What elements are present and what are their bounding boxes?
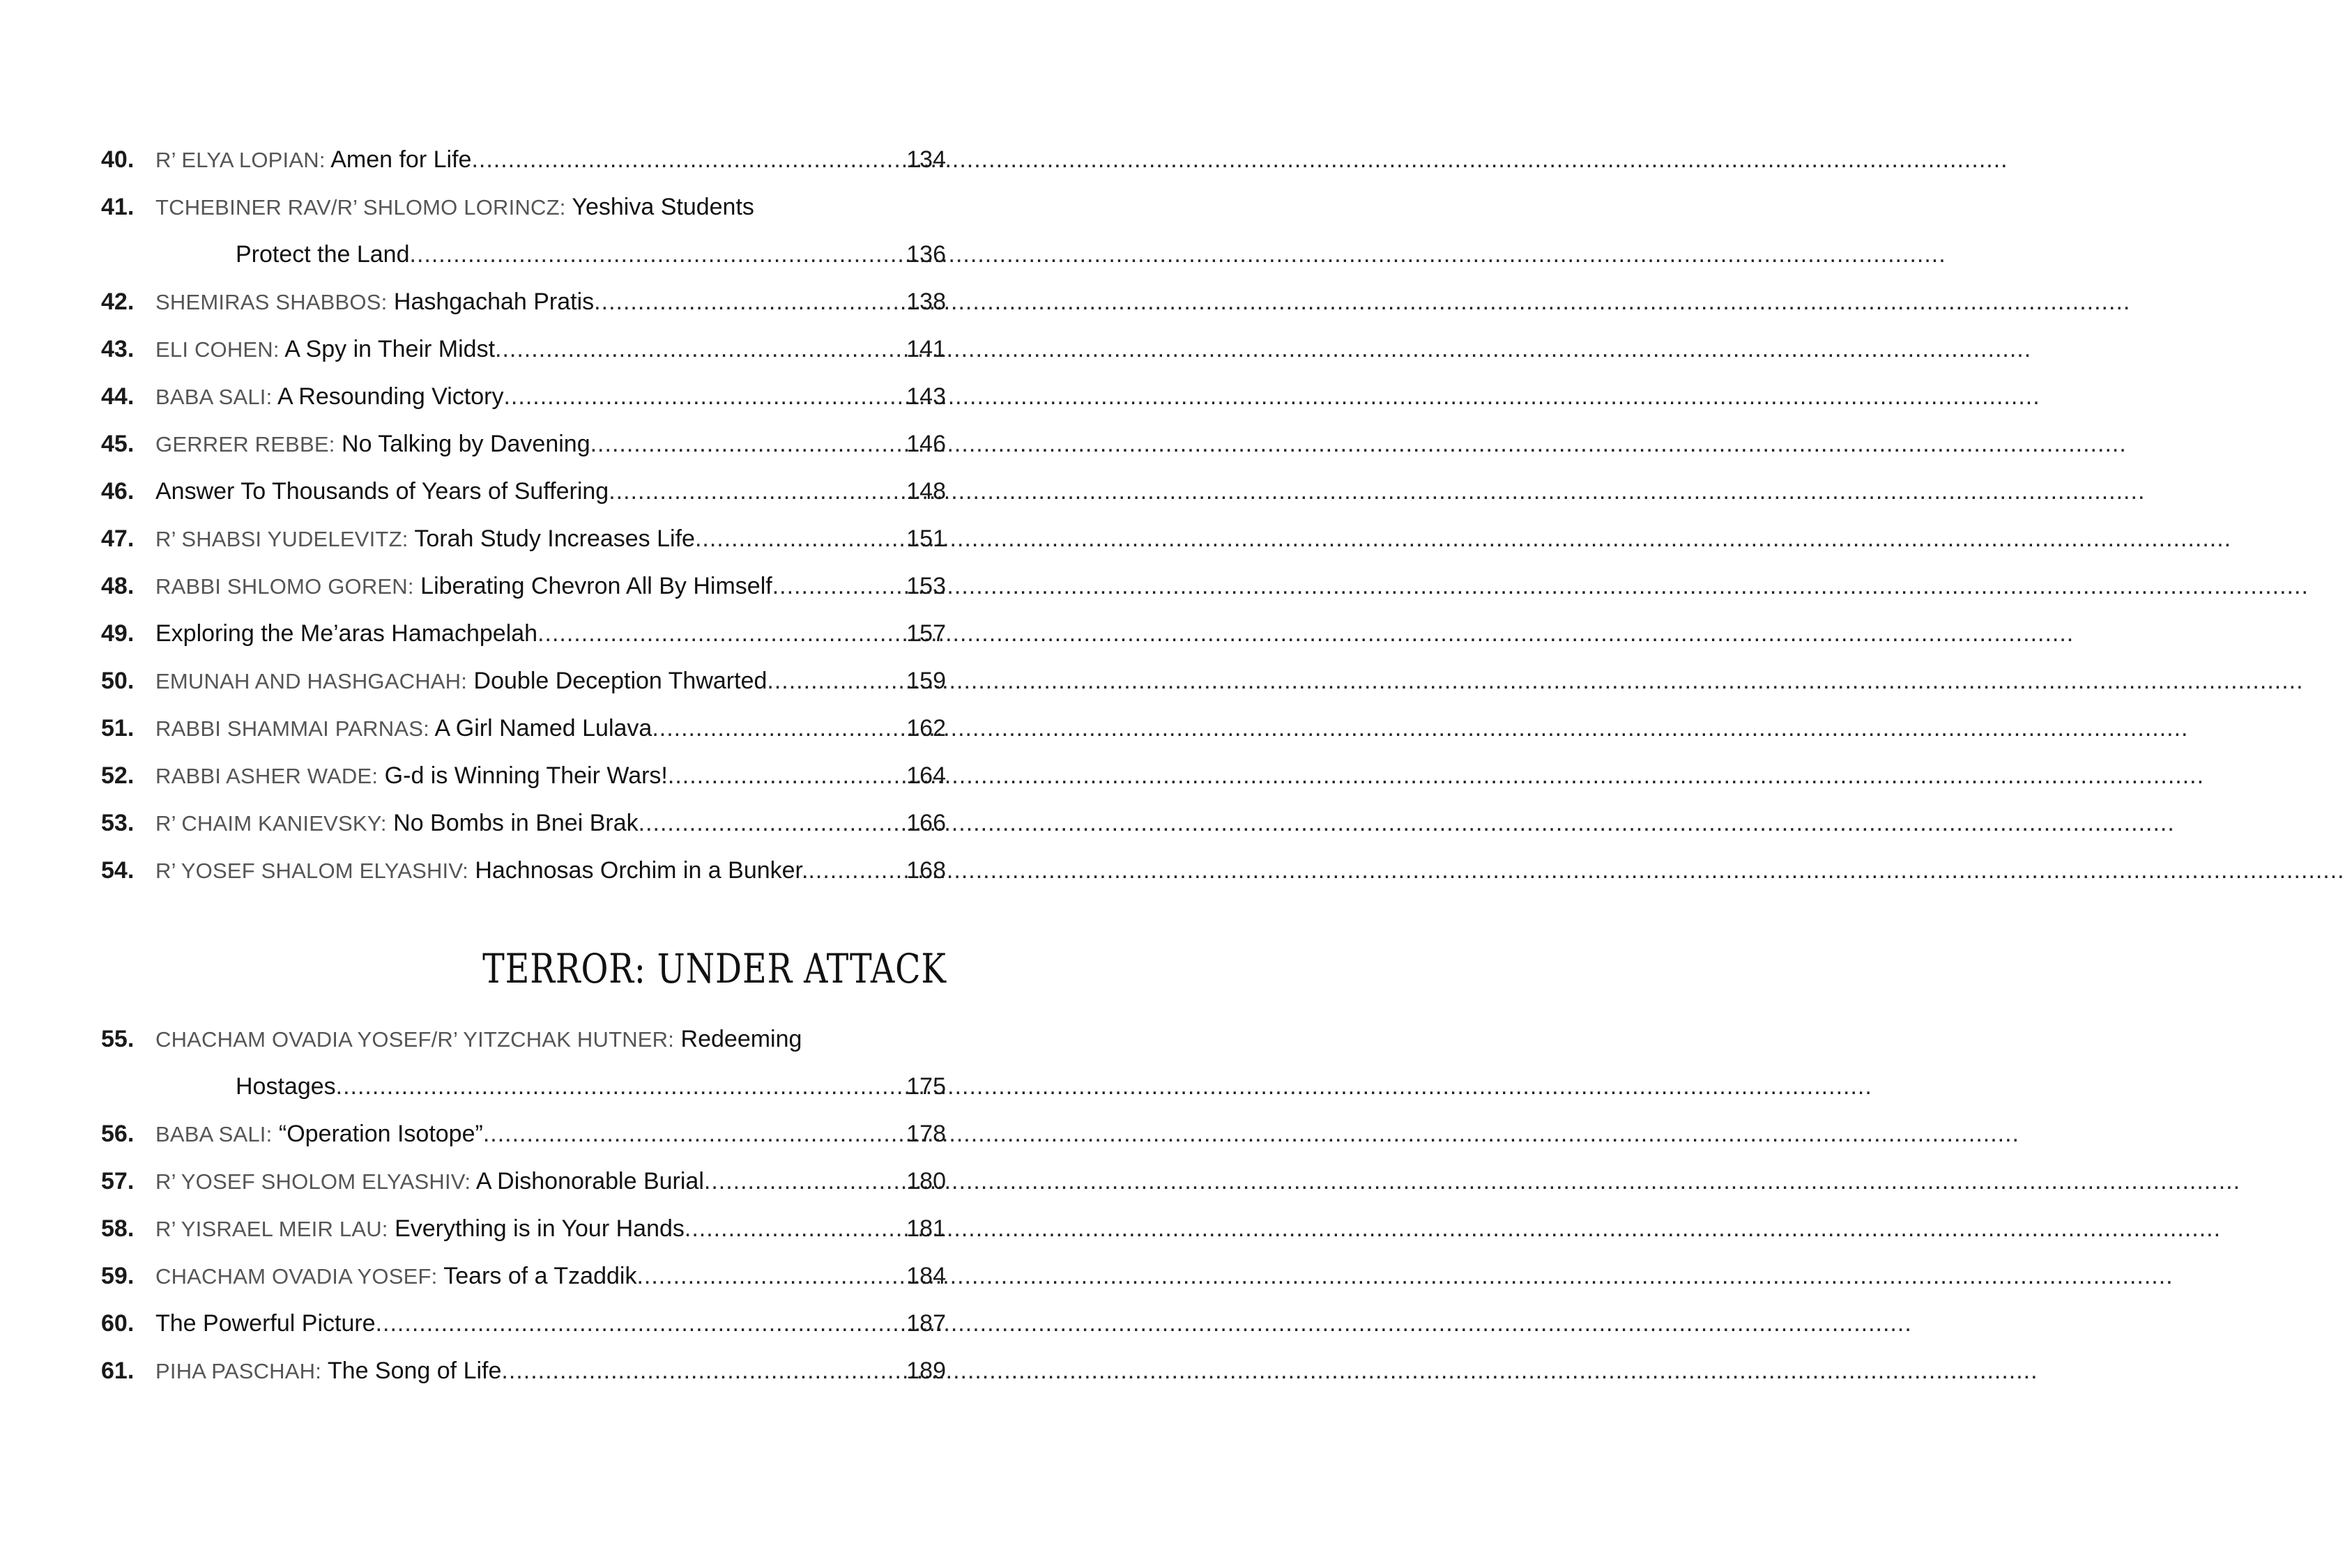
entry-text [155,1252,636,1300]
entry-page-number: 184 [906,1263,946,1289]
dot-leader [772,562,901,610]
entry-title: Hashgachah Pratis [393,289,595,315]
toc-entry [101,847,946,894]
entry-page-number: 151 [906,525,946,552]
entry-title: Tears of a Tzaddik [443,1263,637,1289]
entry-title: Double Deception Thwarted [473,668,767,694]
entry-page-number: 180 [906,1168,946,1194]
entry-page-number: 134 [906,146,946,173]
entry-text [155,799,639,847]
dot-leader [483,1110,901,1158]
entry-title: Torah Study Increases Life [414,525,695,552]
dot-leader [471,136,901,183]
entry-page-number: 189 [906,1358,946,1384]
toc-entry-line [101,278,946,325]
toc-entry-line [101,136,946,183]
toc-entry [101,1015,946,1110]
toc-entry [101,136,946,183]
entry-title: Everything is in Your Hands [395,1215,685,1242]
toc-entry [101,420,946,468]
toc-entry-line [101,373,946,420]
entry-person: R’ SHABSI YUDELEVITZ: [155,527,408,551]
toc-entry-line [101,1110,946,1158]
toc-entry [101,1205,946,1252]
entry-text [155,468,609,515]
toc-entry [101,373,946,420]
entry-person: RABBI SHAMMAI PARNAS: [155,716,429,741]
entry-number: 51. [101,715,135,741]
entry-title: The Powerful Picture [155,1310,376,1337]
entry-title: A Girl Named Lulava [434,715,652,741]
entry-number: 53. [101,810,135,836]
entry-page-number: 148 [906,478,946,505]
entry-page-number: 146 [906,431,946,457]
entry-number: 54. [101,857,135,884]
dot-leader [767,657,901,705]
toc-entry [101,562,946,610]
entry-text [155,1205,685,1253]
toc-entry-line [101,799,946,847]
dot-leader [668,752,901,799]
entry-person: TCHEBINER RAV/R’ SHLOMO LORINCZ: [155,195,566,220]
entry-title: The Song of Life [327,1358,502,1384]
entry-text [155,1347,501,1395]
toc-entry [101,1110,946,1158]
entry-page-number: 187 [906,1310,946,1337]
entry-number: 46. [101,478,135,505]
entry-person: RABBI SHLOMO GOREN: [155,574,414,599]
entry-number: 42. [101,289,135,315]
entry-number: 45. [101,431,135,457]
entry-text [155,847,808,895]
entry-person: CHACHAM OVADIA YOSEF: [155,1264,438,1289]
toc-entry [101,515,946,562]
entry-text [155,1158,704,1206]
entry-person: R’ YOSEF SHOLOM ELYASHIV: [155,1169,471,1194]
toc-list-section-1 [101,136,946,894]
entry-number: 48. [101,573,135,599]
entry-title: No Bombs in Bnei Brak [393,810,639,836]
entry-page-number: 166 [906,810,946,836]
toc-entry [101,705,946,752]
entry-person: RABBI ASHER WADE: [155,764,379,788]
entry-number: 61. [101,1358,135,1384]
dot-leader [808,847,901,894]
entry-title: Liberating Chevron All By Himself [420,573,772,599]
entry-person: BABA SALI: [155,385,273,409]
toc-list-section-2 [101,1015,946,1394]
toc-entry-line [101,847,946,894]
entry-number: 60. [101,1310,135,1337]
entry-page-number: 162 [906,715,946,741]
dot-leader [695,515,901,562]
toc-entry-line [101,1300,946,1347]
toc-entry [101,1158,946,1205]
dot-leader [376,1300,901,1347]
toc-entry-line [101,610,946,657]
entry-text [155,1300,376,1347]
entry-text [155,1015,802,1063]
entry-title: A Dishonorable Burial [475,1168,704,1194]
entry-number: 41. [101,194,135,220]
entry-title: “Operation Isotope” [278,1121,483,1147]
dot-leader [609,468,901,515]
entry-person: ELI COHEN: [155,337,280,362]
entry-number: 58. [101,1215,135,1242]
entry-title: Amen for Life [330,146,472,173]
entry-page-number: 168 [906,857,946,884]
entry-person: SHEMIRAS SHABBOS: [155,290,388,314]
entry-text [155,752,668,800]
dot-leader [704,1158,901,1205]
toc-entry-line [101,515,946,562]
dot-leader [503,373,901,420]
toc-entry-line [101,1205,946,1252]
entry-page-number: 141 [906,336,946,362]
entry-title-continuation: Protect the Land [236,241,410,268]
toc-entry-line [101,562,946,610]
entry-page-number: 138 [906,289,946,315]
dot-leader [501,1347,901,1394]
entry-title: Exploring the Me’aras Hamachpelah [155,620,538,647]
entry-person: R’ YOSEF SHALOM ELYASHIV: [155,859,468,883]
toc-entry-line [101,1252,946,1300]
entry-page-number: 164 [906,762,946,789]
toc-entry-line [101,420,946,468]
entry-page-number: 143 [906,383,946,410]
entry-page-number: 181 [906,1215,946,1242]
dot-leader [336,1063,901,1110]
entry-person: BABA SALI: [155,1122,273,1146]
entry-text [155,373,503,421]
entry-text [155,515,695,563]
entry-text [155,610,537,657]
toc-entry-line [101,657,946,705]
entry-title: No Talking by Davening [342,431,590,457]
dot-leader [410,231,901,278]
toc-entry-line [101,183,946,231]
entry-person: CHACHAM OVADIA YOSEF/R’ YITZCHAK HUTNER: [155,1027,675,1052]
toc-entry-line [101,325,946,373]
entry-number: 59. [101,1263,135,1289]
entry-person: R’ ELYA LOPIAN: [155,148,326,172]
entry-title: A Resounding Victory [277,383,504,410]
entry-title: Hachnosas Orchim in a Bunker. [475,857,809,884]
toc-entry [101,657,946,705]
toc-entry-line [101,752,946,799]
entry-text [155,1110,483,1158]
entry-number: 43. [101,336,135,362]
toc-entry-continuation-line [101,231,946,278]
entry-title: Answer To Thousands of Years of Suffering [155,478,609,505]
entry-page-number: 159 [906,668,946,694]
entry-page-number: 153 [906,573,946,599]
entry-page-number: 157 [906,620,946,647]
dot-leader [537,610,901,657]
toc-entry [101,1347,946,1394]
section-heading: TERROR: UNDER ATTACK [482,945,947,992]
entry-title: A Spy in Their Midst [284,336,496,362]
entry-text [155,705,652,753]
entry-person: R’ CHAIM KANIEVSKY: [155,811,387,836]
entry-number: 44. [101,383,135,410]
dot-leader [639,799,901,847]
entry-number: 57. [101,1168,135,1194]
entry-number: 40. [101,146,135,173]
toc-entry [101,1300,946,1347]
toc-entry-line [101,468,946,515]
toc-page [0,0,1046,1568]
entry-number: 52. [101,762,135,789]
entry-text [155,562,772,610]
entry-number: 56. [101,1121,135,1147]
toc-entry [101,610,946,657]
entry-title: Yeshiva Students [572,194,754,220]
dot-leader [495,325,901,373]
toc-entry-line [101,1015,946,1063]
entry-title-continuation: Hostages [236,1073,336,1100]
entry-page-number: 178 [906,1121,946,1147]
toc-entry-continuation-line [101,1063,946,1110]
toc-entry [101,799,946,847]
toc-entry [101,183,946,278]
dot-leader [636,1252,901,1300]
entry-text [155,657,767,705]
toc-entry-line [101,1347,946,1394]
entry-person: R’ YISRAEL MEIR LAU: [155,1217,388,1241]
dot-leader [652,705,901,752]
toc-entry [101,325,946,373]
dot-leader [685,1205,901,1252]
entry-text [155,183,754,231]
toc-entry [101,752,946,799]
dot-leader [590,420,901,468]
entry-person: GERRER REBBE: [155,432,335,456]
entry-title: Redeeming [680,1026,802,1052]
entry-number: 50. [101,668,135,694]
entry-text [155,325,495,374]
entry-person: PIHA PASCHAH: [155,1359,322,1383]
entry-text [155,420,590,468]
entry-number: 47. [101,525,135,552]
toc-entry-line [101,1158,946,1205]
toc-entry-line [101,705,946,752]
entry-number: 49. [101,620,135,647]
dot-leader [594,278,901,325]
entry-number: 55. [101,1026,135,1052]
entry-page-number: 136 [906,241,946,268]
toc-entry [101,278,946,325]
entry-page-number: 175 [906,1073,946,1100]
toc-entry [101,1252,946,1300]
entry-text [155,278,594,326]
entry-person: EMUNAH AND HASHGACHAH: [155,669,468,693]
entry-text [155,136,471,184]
toc-entry [101,468,946,515]
entry-title: G-d is Winning Their Wars! [384,762,668,789]
